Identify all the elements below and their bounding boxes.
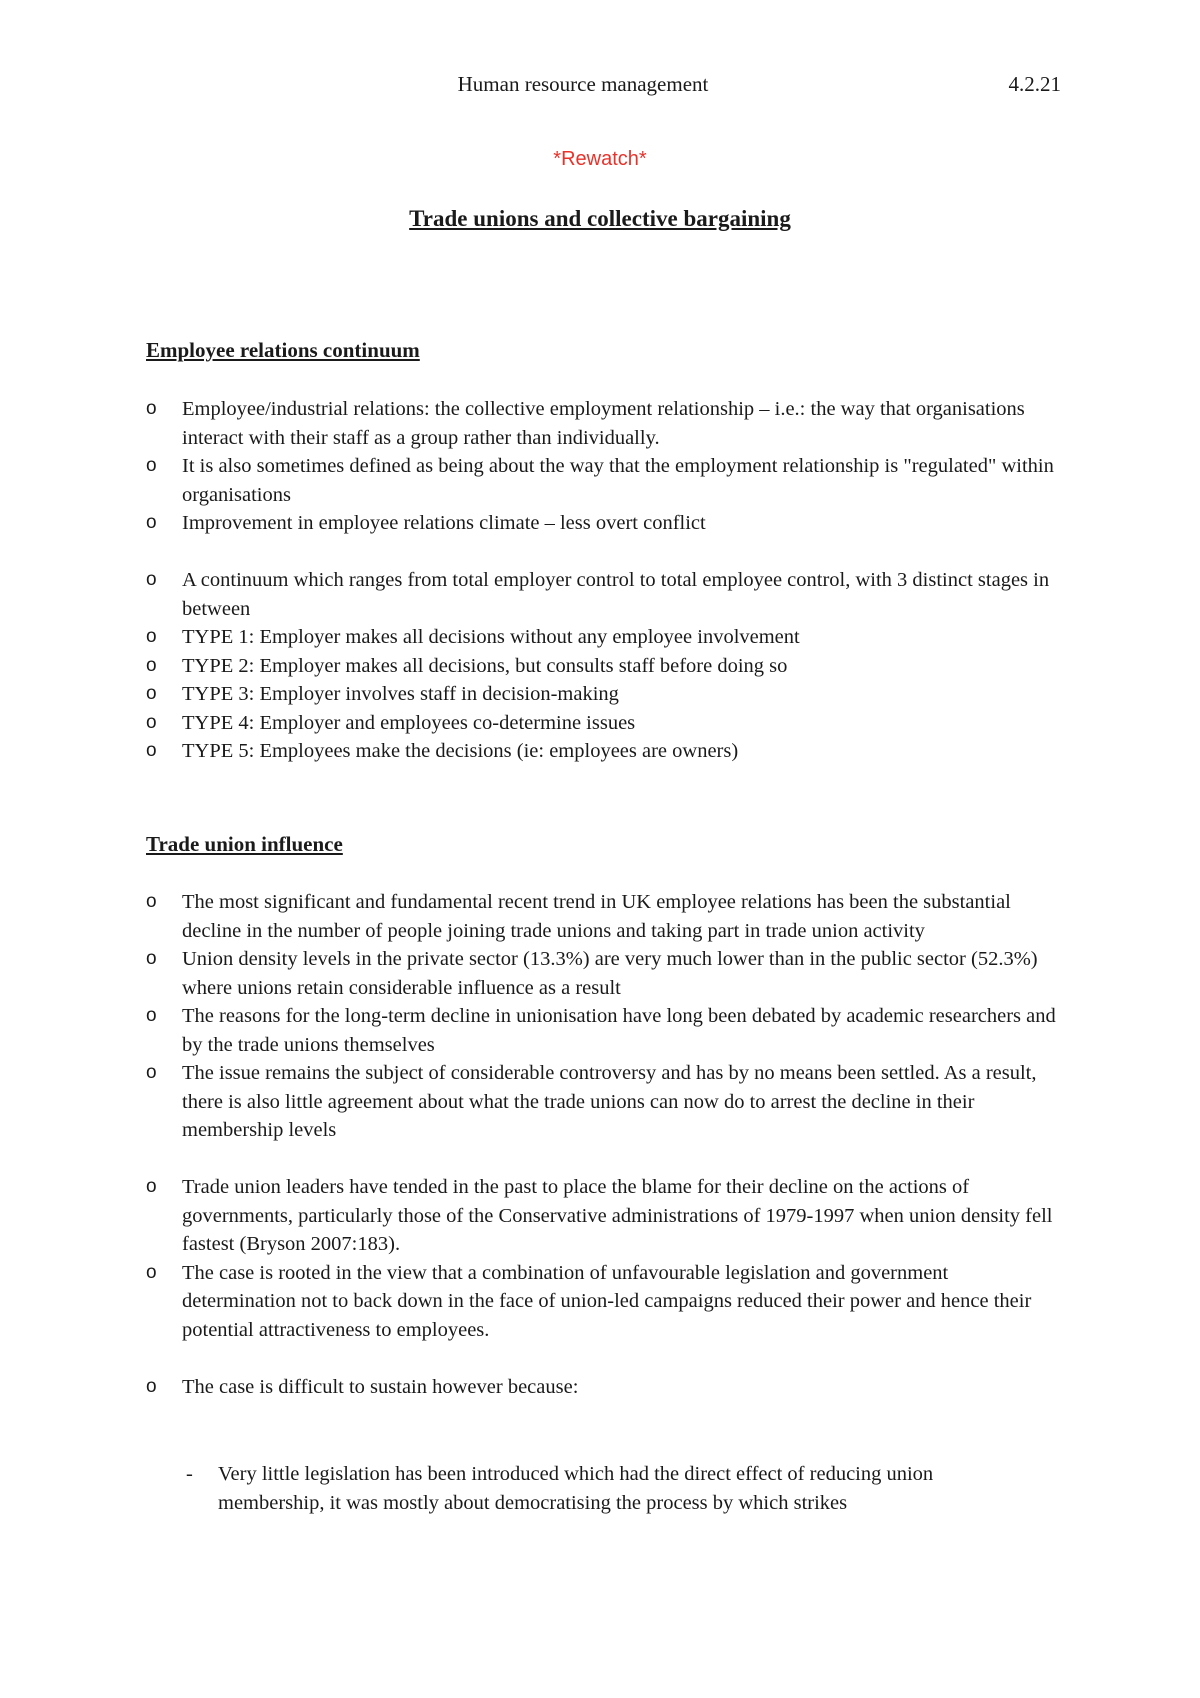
bullet-circle-icon: o bbox=[146, 948, 157, 969]
list-item-text: Trade union leaders have tended in the past to place the blame for their decline on the actions of governments, particularly those of the Conservative administrations of 1979-1997 when union density fell fastest (Bryson 2007:183). bbox=[182, 1176, 1053, 1255]
list-item-text: It is also sometimes defined as being about the way that the employment relationship is "regulated" within organisations bbox=[182, 455, 1054, 506]
list-item bbox=[146, 737, 1066, 766]
header-date: 4.2.21 bbox=[1008, 72, 1061, 96]
list-item bbox=[146, 509, 1066, 538]
list-item-text: The case is difficult to sustain however because: bbox=[182, 1375, 579, 1398]
bullet-circle-icon: o bbox=[146, 1005, 157, 1026]
bullet-circle-icon: o bbox=[146, 711, 157, 733]
union-influence-bullet-list bbox=[146, 888, 1066, 1401]
bullet-circle-icon: o bbox=[146, 1375, 157, 1397]
list-item bbox=[182, 1460, 1042, 1517]
list-item-text: The issue remains the subject of considerable controversy and has by no means been settled. As a result, there is also little agreement about what the trade unions can now do to arrest the decline in their membership levels bbox=[182, 1062, 1037, 1141]
list-item bbox=[146, 1002, 1066, 1059]
rewatch-note: *Rewatch* bbox=[553, 148, 647, 170]
list-item bbox=[146, 709, 1066, 738]
list-item bbox=[146, 1259, 1066, 1345]
bullet-circle-icon: o bbox=[146, 654, 157, 676]
list-item-text: TYPE 5: Employees make the decisions (ie: employees are owners) bbox=[182, 740, 739, 762]
list-item bbox=[146, 566, 1066, 623]
bullet-circle-icon: o bbox=[146, 455, 157, 476]
bullet-circle-icon: o bbox=[146, 398, 157, 419]
bullet-circle-icon: o bbox=[146, 740, 157, 761]
list-item bbox=[146, 888, 1066, 945]
list-item bbox=[146, 1173, 1066, 1259]
reasons-sub-list bbox=[182, 1460, 1042, 1517]
list-item-text: The case is rooted in the view that a combination of unfavourable legislation and government determination not to back down in the face of union-led campaigns reduced their power and hence their potential attractiveness to employees. bbox=[182, 1261, 1032, 1341]
list-item-text: Very little legislation has been introduced which had the direct effect of reducing union membership, it was mostly about democratising the process by which strikes bbox=[218, 1463, 934, 1514]
list-item bbox=[146, 1059, 1066, 1145]
header-title: Human resource management bbox=[457, 72, 709, 96]
list-item-text: TYPE 3: Employer involves staff in decision-making bbox=[182, 683, 619, 705]
bullet-circle-icon: o bbox=[146, 1261, 157, 1283]
list-item bbox=[146, 623, 1066, 652]
list-item-text: TYPE 4: Employer and employees co-determine issues bbox=[182, 711, 636, 734]
list-item-text: TYPE 2: Employer makes all decisions, but consults staff before doing so bbox=[182, 654, 788, 677]
dash-bullet-icon: - bbox=[186, 1463, 193, 1485]
bullet-circle-icon: o bbox=[146, 569, 157, 590]
list-item bbox=[146, 680, 1066, 709]
list-item bbox=[146, 1373, 1066, 1402]
bullet-circle-icon: o bbox=[146, 683, 157, 704]
list-item-text: Employee/industrial relations: the collective employment relationship – i.e.: the way that organisations interact with their staff as a group rather than individually. bbox=[182, 398, 1025, 449]
list-item-text: A continuum which ranges from total employer control to total employee control, with 3 distinct stages in between bbox=[182, 569, 1050, 620]
list-item bbox=[146, 452, 1066, 509]
bullet-circle-icon: o bbox=[146, 1176, 157, 1197]
list-item bbox=[146, 395, 1066, 452]
document-title: Trade unions and collective bargaining bbox=[409, 206, 791, 231]
list-item-text: TYPE 1: Employer makes all decisions without any employee involvement bbox=[182, 626, 800, 648]
bullet-circle-icon: o bbox=[146, 512, 157, 533]
bullet-circle-icon: o bbox=[146, 891, 157, 912]
bullet-circle-icon: o bbox=[146, 1062, 157, 1083]
list-item bbox=[146, 945, 1066, 1002]
bullet-circle-icon: o bbox=[146, 626, 157, 647]
list-item-text: The most significant and fundamental recent trend in UK employee relations has been the substantial decline in the number of people joining trade unions and taking part in trade union activity bbox=[182, 891, 1011, 942]
list-item-text: The reasons for the long-term decline in unionisation have long been debated by academic researchers and by the trade unions themselves bbox=[182, 1005, 1056, 1056]
list-item-text: Improvement in employee relations climate – less overt conflict bbox=[182, 512, 706, 534]
page-header bbox=[0, 72, 1200, 102]
continuum-bullet-list bbox=[146, 395, 1066, 766]
section-heading-union-influence: Trade union influence bbox=[146, 832, 343, 856]
list-item-text: Union density levels in the private sector (13.3%) are very much lower than in the public sector (52.3%) where unions retain considerable influence as a result bbox=[182, 948, 1038, 999]
section-heading-continuum: Employee relations continuum bbox=[146, 338, 420, 362]
list-item bbox=[146, 652, 1066, 681]
